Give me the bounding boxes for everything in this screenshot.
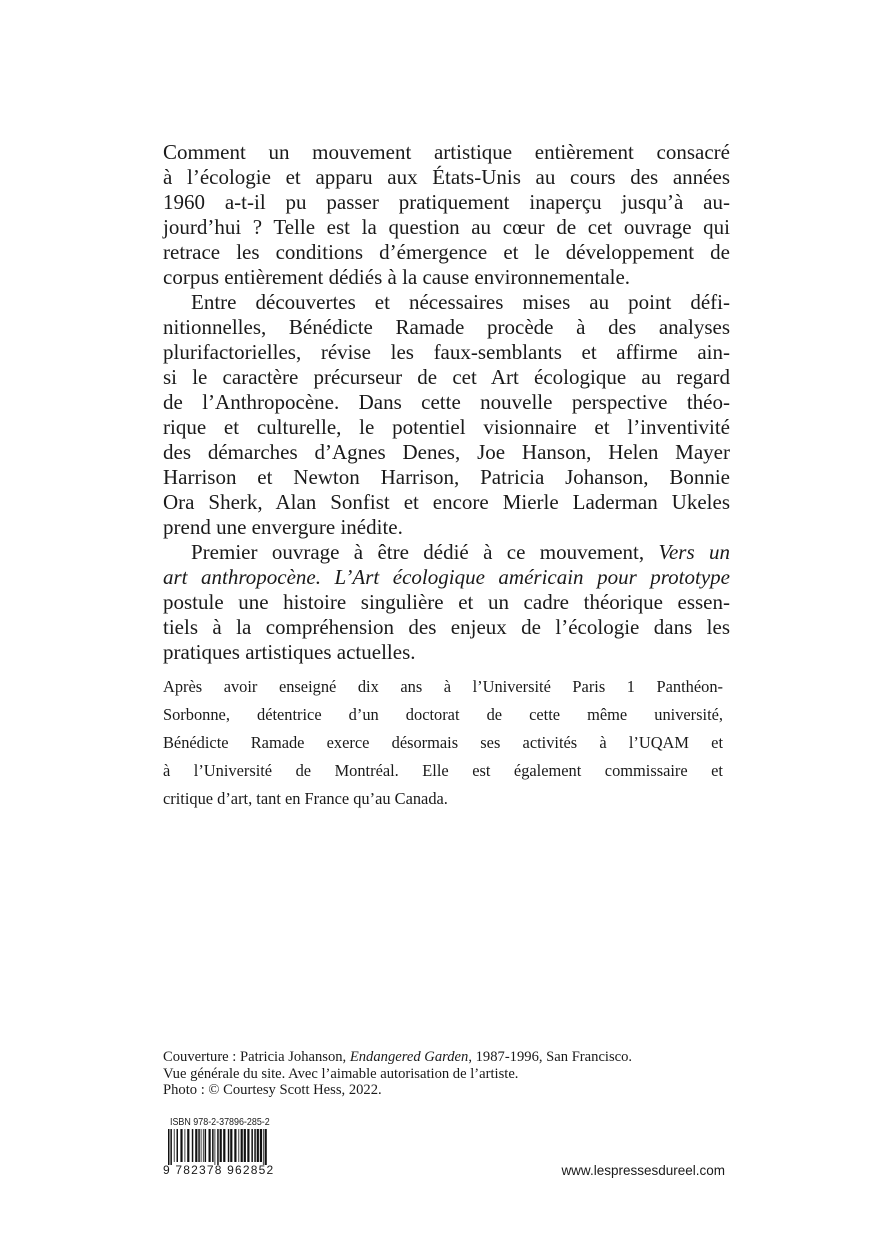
text-segment: 1960 a-t-il pu passer pratiquement inaperçu jusqu’à au- bbox=[163, 190, 730, 214]
description bbox=[163, 140, 730, 665]
paragraph-line bbox=[163, 490, 730, 515]
text-segment: Harrison et Newton Harrison, Patricia Johanson, Bonnie bbox=[163, 465, 730, 489]
text-segment: Ora Sherk, Alan Sonfist et encore Mierle Laderman Ukeles bbox=[163, 490, 730, 514]
text-segment: retrace les conditions d’émergence et le développement de bbox=[163, 240, 730, 264]
paragraph-line bbox=[163, 365, 730, 390]
text-segment: prend une envergure inédite. bbox=[163, 515, 403, 539]
barcode-bar bbox=[234, 1129, 236, 1162]
author-bio bbox=[163, 673, 723, 813]
barcode-bar bbox=[238, 1129, 239, 1162]
barcode-bar bbox=[230, 1129, 232, 1162]
credit-suffix: , 1987-1996, San Francisco. bbox=[468, 1049, 633, 1065]
paragraph-line bbox=[163, 240, 730, 265]
text-segment: Comment un mouvement artistique entièrement consacré bbox=[163, 140, 730, 164]
text-segment: si le caractère précurseur de cet Art écologique au regard bbox=[163, 365, 730, 389]
credit-line bbox=[163, 1049, 632, 1066]
barcode-bar bbox=[244, 1129, 246, 1162]
paragraph-line bbox=[163, 190, 730, 215]
barcode-bar bbox=[198, 1129, 200, 1162]
barcode-bar bbox=[177, 1129, 179, 1162]
text-segment: des démarches d’Agnes Denes, Joe Hanson, Helen Mayer bbox=[163, 440, 730, 464]
barcode-bar bbox=[228, 1129, 230, 1162]
barcode-bar bbox=[223, 1129, 225, 1162]
text-segment: Entre découvertes et nécessaires mises au point défi- bbox=[191, 290, 730, 314]
paragraph-line bbox=[163, 290, 730, 315]
barcode-bar bbox=[247, 1129, 249, 1162]
text-segment: art anthropocène. L’Art écologique américain pour prototype bbox=[163, 565, 730, 589]
barcode-bar bbox=[241, 1129, 243, 1162]
bio-line: Sorbonne, détentrice d’un doctorat de cette même université, bbox=[163, 705, 723, 724]
barcode-bar bbox=[180, 1129, 182, 1162]
paragraph-line bbox=[163, 140, 730, 165]
isbn: ISBN 978-2-37896-285-2 bbox=[170, 1116, 270, 1128]
paragraph-line bbox=[163, 440, 730, 465]
barcode-bar bbox=[195, 1129, 197, 1162]
credit-line: Vue générale du site. Avec l’aimable autorisation de l’artiste. bbox=[163, 1065, 519, 1082]
barcode-bar bbox=[203, 1129, 204, 1162]
publisher-website[interactable]: www.lespressesdureel.com bbox=[561, 1163, 725, 1178]
bio-line: critique d’art, tant en France qu’au Canada. bbox=[163, 789, 448, 808]
text-segment: jourd’hui ? Telle est la question au cœur de cet ouvrage qui bbox=[163, 215, 730, 239]
text-segment: de l’Anthropocène. Dans cette nouvelle perspective théo- bbox=[163, 390, 730, 414]
barcode-bar bbox=[185, 1129, 186, 1162]
barcode-bar bbox=[260, 1129, 262, 1162]
barcode-bar bbox=[201, 1129, 202, 1162]
barcode-bar bbox=[251, 1129, 253, 1162]
barcode-bar bbox=[209, 1129, 211, 1162]
paragraph-line bbox=[163, 215, 730, 240]
barcode-bar bbox=[257, 1129, 259, 1162]
barcode-bar bbox=[192, 1129, 194, 1162]
barcode-bar bbox=[170, 1129, 172, 1165]
paragraph-line bbox=[163, 515, 730, 540]
paragraph-line bbox=[163, 465, 730, 490]
paragraph-line bbox=[163, 615, 730, 640]
bio-line: à l’Université de Montréal. Elle est également commissaire et bbox=[163, 761, 723, 780]
paragraph-line bbox=[163, 265, 730, 290]
photo-credit: Photo : © Courtesy Scott Hess, 2022. bbox=[163, 1082, 382, 1098]
text-segment: tiels à la compréhension des enjeux de l’écologie dans les bbox=[163, 615, 730, 639]
barcode-bar bbox=[217, 1129, 219, 1165]
text-segment: plurifactorielles, révise les faux-semblants et affirme ain- bbox=[163, 340, 730, 364]
paragraph-line bbox=[163, 315, 730, 340]
text-segment: nitionnelles, Bénédicte Ramade procède à des analyses bbox=[163, 315, 730, 339]
paragraph-line bbox=[163, 165, 730, 190]
cover-credits bbox=[163, 1049, 632, 1099]
paragraph-line bbox=[163, 590, 730, 615]
text-segment: pratiques artistiques actuelles. bbox=[163, 640, 416, 664]
barcode-bar bbox=[205, 1129, 207, 1162]
barcode-bar bbox=[265, 1129, 267, 1165]
text-segment: rique et culturelle, le potentiel visionnaire et l’inventivité bbox=[163, 415, 730, 439]
barcode-bar bbox=[174, 1129, 175, 1162]
barcode-bar bbox=[254, 1129, 256, 1162]
bio-line: Après avoir enseigné dix ans à l’Université Paris 1 Panthéon- bbox=[163, 677, 723, 696]
barcode-bar bbox=[168, 1129, 170, 1165]
text-segment: corpus entièrement dédiés à la cause environnementale. bbox=[163, 265, 631, 289]
paragraph-line bbox=[163, 540, 730, 565]
barcode-bar bbox=[220, 1129, 222, 1162]
text-segment: à l’écologie et apparu aux États-Unis au cours des années bbox=[163, 165, 730, 189]
paragraph-line bbox=[163, 415, 730, 440]
barcode-bar bbox=[212, 1129, 214, 1162]
barcode-bar bbox=[187, 1129, 189, 1162]
paragraph-line bbox=[163, 340, 730, 365]
text-segment: postule une histoire singulière et un cadre théorique essen- bbox=[163, 590, 730, 614]
text-segment: Vers un bbox=[658, 540, 730, 564]
paragraph-line bbox=[163, 640, 730, 665]
bio-line: Bénédicte Ramade exerce désormais ses activités à l’UQAM et bbox=[163, 733, 723, 752]
text-segment: Premier ouvrage à être dédié à ce mouvement, bbox=[191, 540, 659, 564]
barcode-digits: 9 782378 962852 bbox=[163, 1163, 275, 1177]
paragraph-line bbox=[163, 390, 730, 415]
barcode bbox=[167, 1129, 267, 1165]
credit-prefix: Couverture : Patricia Johanson, bbox=[163, 1049, 350, 1065]
barcode-bar bbox=[215, 1129, 216, 1165]
barcode-bar bbox=[263, 1129, 264, 1165]
artwork-title: Endangered Garden bbox=[349, 1049, 469, 1065]
paragraph-line bbox=[163, 565, 730, 590]
